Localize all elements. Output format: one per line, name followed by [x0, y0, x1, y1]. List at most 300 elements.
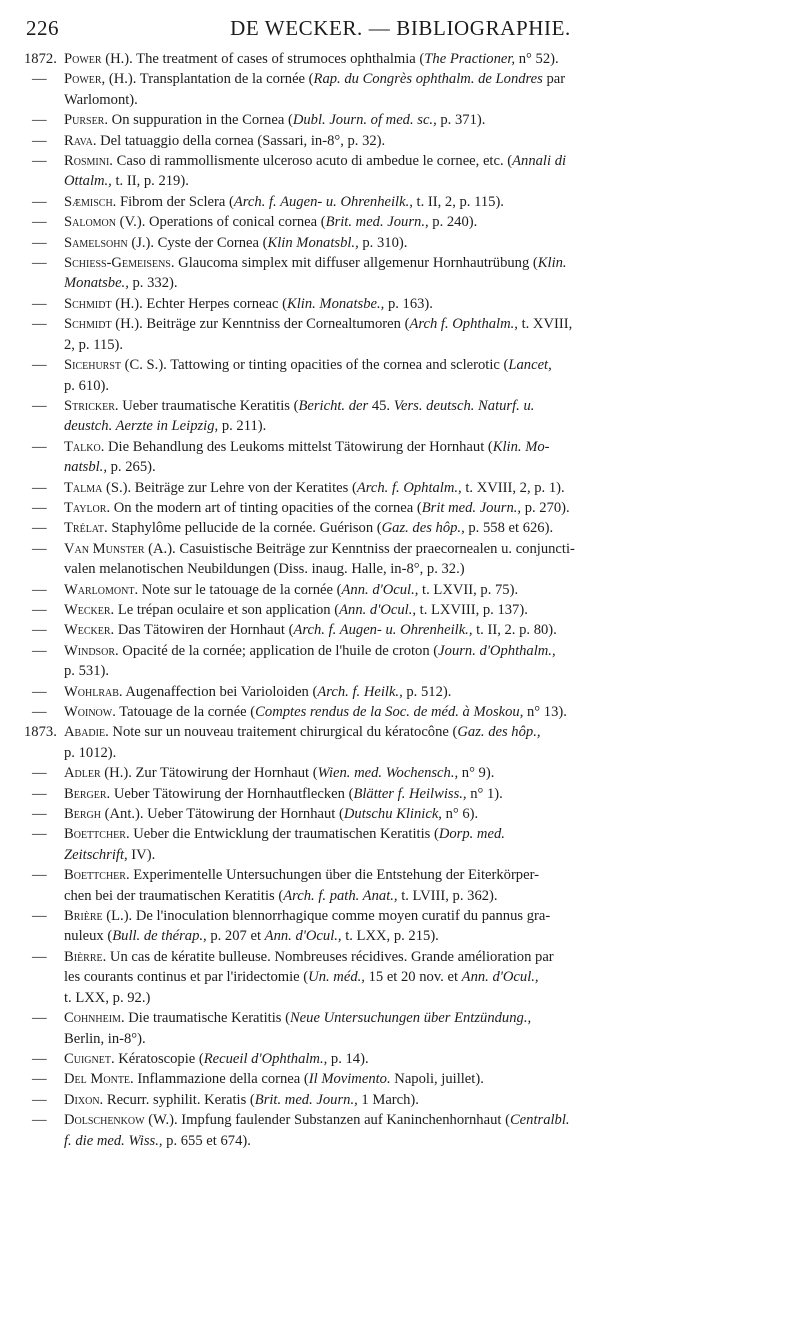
citation-text: Fibrom der Sclera (: [116, 193, 234, 210]
citation-text: par: [542, 71, 566, 88]
citation-text: (C. S.). Tattowing or tinting opacities of the cornea and sclerotic (: [121, 357, 509, 374]
author-name: Taylor.: [64, 499, 111, 516]
citation-text: n° 13).: [523, 704, 567, 720]
publication-title: Ottalm.,: [64, 173, 112, 190]
author-name: Salomon: [64, 214, 117, 231]
page-header: [0, 10, 801, 50]
entry-line: [64, 233, 774, 253]
citation-text: Die Behandlung des Leukoms mittelst Tätowirung der Hornhaut (: [104, 438, 493, 455]
page-number: 226: [26, 16, 59, 40]
publication-title: Klin.: [537, 255, 567, 272]
bibliography-entry: [24, 437, 774, 478]
ditto-dash: —: [32, 826, 47, 843]
ditto-dash: —: [32, 581, 47, 598]
entry-line: [64, 722, 774, 742]
citation-text: Das Tätowiren der Hornhaut (: [114, 622, 294, 639]
entry-line: [64, 661, 774, 681]
bibliography-entry: [24, 294, 774, 314]
ditto-dash: —: [32, 867, 47, 884]
citation-text: t. XVIII,: [517, 316, 573, 333]
entry-text: [64, 947, 774, 1008]
author-name: Samelsohn: [64, 234, 128, 251]
entry-line: [64, 171, 774, 191]
bibliography-entry: [24, 1008, 774, 1049]
entry-text: [64, 1008, 774, 1049]
bibliography-entry: [24, 906, 774, 947]
entry-line: [64, 743, 774, 763]
entry-text: [64, 314, 774, 355]
citation-text: Opacité de la cornée; application de l'huile de croton (: [118, 642, 439, 659]
citation-text: t. LXX, p. 215).: [341, 928, 439, 945]
bibliography-entry: [24, 722, 774, 763]
entry-text: [64, 1049, 774, 1069]
citation-text: 2, p. 115).: [64, 336, 124, 353]
author-name: Berger.: [64, 785, 111, 802]
entry-text: [64, 192, 774, 212]
entry-text: [64, 722, 774, 763]
publication-title: Blätter f. Heilwiss.,: [353, 785, 467, 802]
author-name: Power: [64, 51, 102, 67]
citation-text: p. 310).: [358, 234, 408, 251]
entry-line: [64, 1110, 774, 1130]
citation-text: t. LXVII, p. 75).: [418, 581, 519, 598]
bibliography-entry: [24, 69, 774, 110]
entry-line: [64, 1049, 774, 1069]
citation-text: (S.). Beiträge zur Lehre von der Keratites (: [102, 479, 357, 496]
publication-title: The Practioner,: [424, 51, 516, 67]
author-name: Stricker.: [64, 397, 119, 414]
entry-line: [64, 478, 774, 498]
bibliography-entry: [24, 1069, 774, 1089]
author-name: Purser.: [64, 112, 108, 129]
publication-title: Neue Untersuchungen über Entzündung.,: [289, 1010, 532, 1027]
bibliography-entry: [24, 192, 774, 212]
entry-text: [64, 212, 774, 232]
entry-line: [64, 335, 774, 355]
ditto-dash: —: [32, 1071, 47, 1088]
entry-line: [64, 212, 774, 232]
bibliography-entry: [24, 804, 774, 824]
citation-text: t. LXVIII, p. 137).: [416, 601, 528, 618]
publication-title: Ann. d'Ocul.,: [461, 969, 539, 986]
citation-text: p. 332).: [128, 275, 178, 292]
ditto-dash: —: [32, 193, 47, 210]
entry-line: [64, 824, 774, 844]
citation-text: (V.). Operations of conical cornea (: [116, 214, 326, 231]
entry-line: [64, 926, 774, 946]
citation-text: (H.). Echter Herpes corneac (: [111, 295, 287, 312]
ditto-dash: —: [32, 1112, 47, 1129]
bibliography-entry: [24, 498, 774, 518]
entry-line: [64, 641, 774, 661]
publication-title: Recueil d'Ophthalm.,: [203, 1050, 328, 1067]
citation-text: Ueber die Entwicklung der traumatischen Keratitis (: [129, 826, 439, 843]
citation-text: Die traumatische Keratitis (: [124, 1010, 290, 1027]
entry-text: [64, 151, 774, 192]
ditto-dash: —: [32, 642, 47, 659]
entry-line: [64, 49, 774, 69]
entry-text: [64, 784, 774, 804]
author-name: Dolschenkow: [64, 1112, 145, 1129]
bibliography-entry: [24, 1090, 774, 1110]
publication-title: Ann. d'Ocul.,: [264, 928, 342, 945]
publication-title: Arch. f. Augen- u. Ohrenheilk.,: [233, 193, 413, 210]
entry-text: [64, 580, 774, 600]
author-name: Van Munster: [64, 540, 145, 557]
publication-title: Dubl. Journ. of med. sc.,: [292, 112, 437, 129]
entry-text: [64, 702, 774, 722]
citation-text: Ueber traumatische Keratitis (: [118, 397, 299, 414]
citation-text: Ueber Tätowirung der Hornhautflecken (: [110, 785, 354, 802]
entry-line: [64, 437, 774, 457]
citation-text: Augenaffection bei Varioloiden (: [122, 683, 318, 700]
publication-title: Dutschu Klinick,: [343, 806, 442, 823]
bibliography-entry: [24, 131, 774, 151]
entry-line: [64, 600, 774, 620]
entry-line: [64, 355, 774, 375]
citation-text: p. 265).: [106, 459, 156, 476]
entry-line: [64, 457, 774, 477]
entry-line: [64, 967, 774, 987]
ditto-dash: —: [32, 908, 47, 925]
entry-line: [64, 804, 774, 824]
author-name: Wohlrab.: [64, 683, 123, 700]
publication-title: Brit med. Journ.,: [421, 499, 522, 516]
bibliography-entry: [24, 947, 774, 1008]
entry-text: [64, 131, 774, 151]
entry-line: [64, 682, 774, 702]
entry-text: [64, 396, 774, 437]
bibliography-entry: [24, 478, 774, 498]
citation-text: p. 558 et 626).: [464, 520, 554, 537]
author-name: Del Monte.: [64, 1071, 134, 1088]
entry-text: [64, 600, 774, 620]
entry-line: [64, 763, 774, 783]
citation-text: p. 163).: [384, 295, 433, 312]
ditto-dash: —: [32, 255, 47, 272]
entry-text: [64, 906, 774, 947]
citation-text: (J.). Cyste der Cornea (: [127, 234, 268, 251]
author-name: Sicehurst: [64, 357, 122, 374]
citation-text: n° 52).: [515, 51, 559, 67]
citation-text: p. 240).: [428, 214, 478, 231]
entry-line: [64, 376, 774, 396]
author-name: Bièrre.: [64, 948, 107, 965]
citation-text: (H.). Zur Tätowirung der Hornhaut (: [100, 765, 318, 782]
author-name: Dixon.: [64, 1091, 104, 1108]
author-name: Brière: [64, 908, 103, 925]
entry-line: [64, 253, 774, 273]
publication-title: Lancet,: [508, 357, 552, 374]
publication-title: Ann. d'Ocul.,: [339, 601, 416, 618]
ditto-dash: —: [32, 704, 47, 720]
bibliography-entry: [24, 396, 774, 437]
citation-text: Caso di rammollismente ulceroso acuto di ambedue le cornee, etc. (: [112, 153, 513, 170]
ditto-dash: —: [32, 295, 47, 312]
citation-text: p. 512).: [402, 683, 452, 700]
entry-text: [64, 294, 774, 314]
citation-text: Tatouage de la cornée (: [115, 704, 256, 720]
entry-line: [64, 784, 774, 804]
entry-text: [64, 763, 774, 783]
citation-text: n° 6).: [441, 806, 479, 823]
entry-line: [64, 416, 774, 436]
bibliography-list: [24, 49, 774, 1151]
citation-text: Kératoscopie (: [114, 1050, 204, 1067]
ditto-dash: —: [32, 948, 47, 965]
citation-text: valen melanotischen Neubildungen (Diss. inaug. Halle, in-8°, p. 32.): [64, 561, 465, 578]
entry-line: [64, 498, 774, 518]
citation-text: Recurr. syphilit. Keratis (: [103, 1091, 255, 1108]
citation-text: p. 270).: [521, 499, 570, 516]
publication-title: Il Movimento.: [308, 1071, 391, 1088]
publication-title: Klin. Mo-: [492, 438, 550, 455]
entry-line: [64, 69, 774, 89]
bibliography-entry: [24, 49, 774, 69]
author-name: Windsor.: [64, 642, 119, 659]
publication-title: Arch. f. Heilk.,: [317, 683, 403, 700]
publication-title: Bull. de thérap.,: [112, 928, 207, 945]
ditto-dash: —: [32, 316, 47, 333]
author-name: Sæmisch.: [64, 193, 117, 210]
entry-text: [64, 641, 774, 682]
citation-text: Berlin, in-8°).: [64, 1030, 146, 1047]
author-name: Woinow.: [64, 704, 116, 720]
citation-text: t. II, p. 219).: [111, 173, 189, 190]
bibliography-entry: [24, 600, 774, 620]
entry-line: [64, 314, 774, 334]
publication-title: Wien. med. Wochensch.,: [317, 765, 459, 782]
publication-title: Arch. f. Augen- u. Ohrenheilk.,: [293, 622, 473, 639]
citation-text: t. LXX, p. 92.): [64, 989, 151, 1006]
ditto-dash: —: [32, 1091, 47, 1108]
citation-text: les courants continus et par l'iridectomie (: [64, 969, 309, 986]
bibliography-entry: [24, 1049, 774, 1069]
author-name: Trélat.: [64, 520, 108, 537]
publication-title: Journ. d'Ophthalm.,: [438, 642, 556, 659]
author-name: Cuignet.: [64, 1050, 115, 1067]
bibliography-entry: [24, 682, 774, 702]
author-name: Wecker.: [64, 622, 115, 639]
entry-text: [64, 824, 774, 865]
ditto-dash: —: [32, 540, 47, 557]
entry-text: [64, 620, 774, 640]
author-name: Power,: [64, 71, 106, 88]
author-name: Bergh: [64, 806, 101, 823]
citation-text: On the modern art of tinting opacities of the cornea (: [110, 499, 422, 516]
entry-line: [64, 1008, 774, 1028]
entry-text: [64, 437, 774, 478]
bibliography-entry: [24, 865, 774, 906]
publication-title: Brit. med. Journ.,: [254, 1091, 358, 1108]
publication-title: Centralbl.: [509, 1112, 570, 1129]
author-name: Boettcher.: [64, 867, 130, 884]
entry-text: [64, 1110, 774, 1151]
entry-text: [64, 518, 774, 538]
citation-text: Note sur un nouveau traitement chirurgical du kératocône (: [108, 724, 458, 741]
publication-title: Rap. du Congrès ophthalm. de Londres: [313, 71, 543, 88]
publication-title: Arch f. Ophthalm.,: [409, 316, 518, 333]
entry-line: [64, 906, 774, 926]
bibliography-entry: [24, 784, 774, 804]
bibliography-entry: [24, 233, 774, 253]
entry-line: [64, 192, 774, 212]
bibliography-entry: [24, 151, 774, 192]
publication-title: Un. méd.,: [308, 969, 365, 986]
publication-title: Klin Monatsbl.,: [267, 234, 359, 251]
citation-text: 1 March).: [357, 1091, 419, 1108]
publication-title: f. die med. Wiss.,: [64, 1132, 163, 1149]
publication-title: Ann. d'Ocul.,: [341, 581, 419, 598]
citation-text: p. 655 et 674).: [162, 1132, 251, 1149]
entry-line: [64, 539, 774, 559]
author-name: Abadie.: [64, 724, 109, 741]
author-name: Wecker.: [64, 601, 115, 618]
entry-text: [64, 682, 774, 702]
bibliography-entry: [24, 641, 774, 682]
entry-line: [64, 865, 774, 885]
entry-line: [64, 294, 774, 314]
entry-line: [64, 886, 774, 906]
citation-text: (L.). De l'inoculation blennorrhagique comme moyen curatif du pannus gra-: [102, 908, 551, 925]
citation-text: chen bei der traumatischen Keratitis (: [64, 887, 284, 904]
ditto-dash: —: [32, 112, 47, 129]
publication-title: Gaz. des hôp.,: [381, 520, 465, 537]
citation-text: Del tatuaggio della cornea (Sassari, in-8°, p. 32).: [96, 132, 386, 149]
bibliography-entry: [24, 355, 774, 396]
entry-line: [64, 580, 774, 600]
entry-line: [64, 702, 774, 722]
ditto-dash: —: [32, 601, 47, 618]
citation-text: p. 371).: [436, 112, 486, 129]
entry-line: [64, 1029, 774, 1049]
author-name: Talma: [64, 479, 103, 496]
bibliography-entry: [24, 539, 774, 580]
citation-text: 45.: [368, 397, 394, 414]
author-name: Warlomont.: [64, 581, 139, 598]
publication-title: Brit. med. Journ.,: [325, 214, 429, 231]
ditto-dash: —: [32, 357, 47, 374]
entry-line: [64, 131, 774, 151]
publication-title: Monatsbe.,: [64, 275, 129, 292]
bibliography-entry: [24, 1110, 774, 1151]
entry-text: [64, 110, 774, 130]
citation-text: Staphylôme pellucide de la cornée. Guérison (: [107, 520, 382, 537]
author-name: Rosmini.: [64, 153, 113, 170]
ditto-dash: —: [32, 132, 47, 149]
citation-text: (H.). Transplantation de la cornée (: [105, 71, 314, 88]
citation-text: Warlomont).: [64, 91, 138, 108]
entry-line: [64, 559, 774, 579]
citation-text: (H.). Beiträge zur Kenntniss der Cornealtumoren (: [111, 316, 410, 333]
citation-text: On suppuration in the Cornea (: [108, 112, 293, 129]
ditto-dash: —: [32, 1050, 47, 1067]
citation-text: (W.). Impfung faulender Substanzen auf Kaninchenhornhaut (: [144, 1112, 510, 1129]
citation-text: p. 207 et: [206, 928, 265, 945]
citation-text: Glaucoma simplex mit diffuser allgemenur Hornhautrübung (: [174, 255, 538, 272]
entry-line: [64, 110, 774, 130]
citation-text: p. 14).: [327, 1050, 369, 1067]
bibliography-entry: [24, 620, 774, 640]
citation-text: IV).: [127, 846, 156, 863]
entry-text: [64, 865, 774, 906]
citation-text: Le trépan oculaire et son application (: [114, 601, 340, 618]
publication-title: natsbl.,: [64, 459, 107, 476]
citation-text: p. 1012).: [64, 744, 117, 761]
running-title: DE WECKER. — BIBLIOGRAPHIE.: [230, 16, 571, 40]
publication-title: Annali di: [512, 153, 567, 170]
ditto-dash: —: [32, 438, 47, 455]
entry-line: [64, 1090, 774, 1110]
author-name: Schmidt: [64, 295, 112, 312]
citation-text: t. XVIII, 2, p. 1).: [461, 479, 565, 496]
ditto-dash: —: [32, 520, 47, 537]
citation-text: nuleux (: [64, 928, 113, 945]
entry-line: [64, 1069, 774, 1089]
citation-text: t. II, 2. p. 80).: [472, 622, 557, 639]
ditto-dash: —: [32, 214, 47, 231]
citation-text: n° 1).: [466, 785, 503, 802]
citation-text: Un cas de kératite bulleuse. Nombreuses récidives. Grande amélioration par: [106, 948, 554, 965]
entry-line: [64, 273, 774, 293]
entry-text: [64, 69, 774, 110]
entry-year: 1873.: [24, 724, 57, 741]
author-name: Schiess-Gemeisens.: [64, 255, 175, 272]
publication-title: Klin. Monatsbe.,: [287, 295, 385, 312]
ditto-dash: —: [32, 479, 47, 496]
entry-text: [64, 49, 774, 69]
entry-text: [64, 804, 774, 824]
bibliography-entry: [24, 702, 774, 722]
citation-text: Note sur le tatouage de la cornée (: [138, 581, 342, 598]
publication-title: Comptes rendus de la Soc. de méd. à Moskou,: [255, 704, 524, 720]
citation-text: t. II, 2, p. 115).: [412, 193, 504, 210]
entry-year: 1872.: [24, 51, 57, 67]
bibliography-entry: [24, 580, 774, 600]
author-name: Schmidt: [64, 316, 112, 333]
publication-title: deustch. Aerzte in Leipzig,: [64, 418, 219, 435]
ditto-dash: —: [32, 806, 47, 823]
ditto-dash: —: [32, 785, 47, 802]
entry-line: [64, 1131, 774, 1151]
ditto-dash: —: [32, 622, 47, 639]
citation-text: p. 211).: [218, 418, 267, 435]
citation-text: (A.). Casuistische Beiträge zur Kenntniss der praecornealen u. conjuncti-: [144, 540, 575, 557]
bibliography-entry: [24, 824, 774, 865]
ditto-dash: —: [32, 234, 47, 251]
entry-line: [64, 947, 774, 967]
ditto-dash: —: [32, 765, 47, 782]
publication-title: Arch. f. path. Anat.,: [283, 887, 398, 904]
citation-text: (H.). The treatment of cases of strumoces ophthalmia (: [101, 51, 425, 67]
citation-text: p. 531).: [64, 663, 109, 680]
ditto-dash: —: [32, 71, 47, 88]
bibliography-entry: [24, 212, 774, 232]
entry-line: [64, 396, 774, 416]
citation-text: (Ant.). Ueber Tätowirung der Hornhaut (: [100, 806, 344, 823]
entry-line: [64, 518, 774, 538]
publication-title: Arch. f. Ophtalm.,: [356, 479, 462, 496]
entry-text: [64, 498, 774, 518]
entry-text: [64, 539, 774, 580]
author-name: Rava.: [64, 132, 97, 149]
entry-text: [64, 355, 774, 396]
entry-line: [64, 988, 774, 1008]
publication-title: Gaz. des hôp.,: [457, 724, 541, 741]
author-name: Adler: [64, 765, 101, 782]
entry-text: [64, 253, 774, 294]
bibliography-entry: [24, 763, 774, 783]
